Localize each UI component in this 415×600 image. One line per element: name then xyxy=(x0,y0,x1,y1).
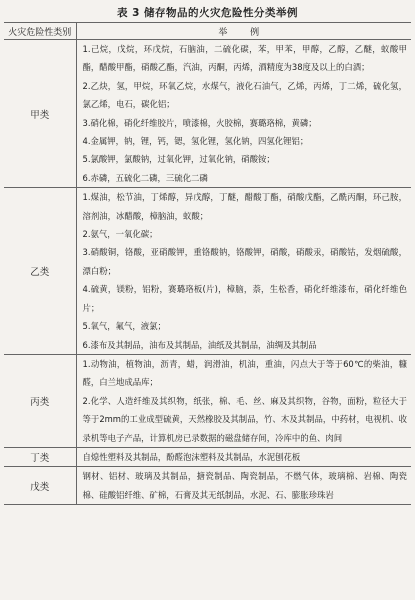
example-item: 6.漆布及其制品，油布及其制品，油纸及其制品，油绸及其制品 xyxy=(82,339,317,350)
table-row xyxy=(4,354,411,447)
category-cell: 戊类 xyxy=(4,467,76,505)
example-item: 5.氯酸钾，氯酸钠，过氧化钾，过氧化钠，硝酸铵； xyxy=(82,154,275,165)
header-category: 火灾危险性类别 xyxy=(4,23,76,40)
example-item: 4.金属钾，钠，锂，钙，锶，氢化锂，氢化钠，四氢化锂铝； xyxy=(82,136,309,147)
example-item: 2.乙炔，氢，甲烷，环氧乙烷，水煤气，液化石油气，乙烯，丙烯，丁二烯，硫化氢，氯乙烯，电石，碳化铝； xyxy=(82,80,407,110)
table-row xyxy=(4,188,411,355)
category-cell: 甲类 xyxy=(4,40,76,188)
examples-cell xyxy=(76,354,411,447)
table-row xyxy=(4,40,411,188)
category-cell: 乙类 xyxy=(4,188,76,355)
example-item: 1.动物油，植物油，沥青，蜡，润滑油，机油，重油，闪点大于等于60℃的柴油，糠醛，白兰地成品库； xyxy=(82,358,407,388)
table-title: 表 3 储存物品的火灾危险性分类举例 xyxy=(116,7,299,19)
example-item: 3.硝酸铜，铬酸，亚硝酸钾，重铬酸钠，铬酸钾，硝酸，硝酸汞，硝酸钴，发烟硫酸，漂白粉； xyxy=(82,247,407,276)
examples-cell xyxy=(76,447,411,466)
example-item: 1.己烷，戊烷，环戊烷，石脑油，二硫化碳，苯，甲苯，甲醇，乙醇，乙醚，蚁酸甲酯，醋酸甲酯，硝酸乙酯，汽油，丙酮，丙烯，酒精度为38度及以上的白酒； xyxy=(82,44,407,73)
table-row xyxy=(4,467,411,505)
category-cell: 丙类 xyxy=(4,354,76,447)
example-item: 5.氧气，氟气，液氯； xyxy=(82,321,166,332)
hazard-classification-table xyxy=(4,22,411,505)
example-item: 2.氨气，一氧化碳； xyxy=(82,229,158,240)
examples-cell xyxy=(76,188,411,355)
example-item: 钢材、铝材、玻璃及其制品，搪瓷制品、陶瓷制品，不燃气体，玻璃棉、岩棉、陶瓷棉、硅酸铝纤维、矿棉，石膏及其无纸制品，水泥、石、膨胀珍珠岩 xyxy=(82,471,407,500)
example-item: 1.煤油，松节油，丁烯醇，异戊醇，丁醚，醋酸丁酯，硝酸戊酯，乙酰丙酮，环己胺，溶剂油，冰醋酸，樟脑油，蚁酸； xyxy=(82,192,407,221)
example-item: 6.赤磷，五硫化二磷，三硫化二磷 xyxy=(82,172,208,183)
example-item: 4.硫黄，镁粉，铝粉，赛璐珞板(片)，樟脑，萘，生松香，硝化纤维漆布，硝化纤维色片； xyxy=(82,284,407,313)
table-row xyxy=(4,447,411,466)
examples-cell xyxy=(76,467,411,505)
example-item: 2.化学、人造纤维及其织物，纸张，棉、毛、丝、麻及其织物，谷物，面粉，粒径大于等于2mm的工业成型硫黄，天然橡胶及其制品，竹、木及其制品，中药材，电视机、收录机等电子产品，计算机房已录数据的磁盘储存间，冷库中的鱼、肉间 xyxy=(82,395,407,443)
header-examples: 举 例 xyxy=(76,23,411,40)
category-cell: 丁类 xyxy=(4,447,76,466)
example-item: 自熄性塑料及其制品，酚醛泡沫塑料及其制品，水泥刨花板 xyxy=(82,451,301,462)
header-row xyxy=(4,23,411,40)
example-item: 3.硝化棉，硝化纤维胶片，喷漆棉，火胶棉，赛璐珞棉，黄磷； xyxy=(82,117,317,128)
examples-cell xyxy=(76,40,411,188)
